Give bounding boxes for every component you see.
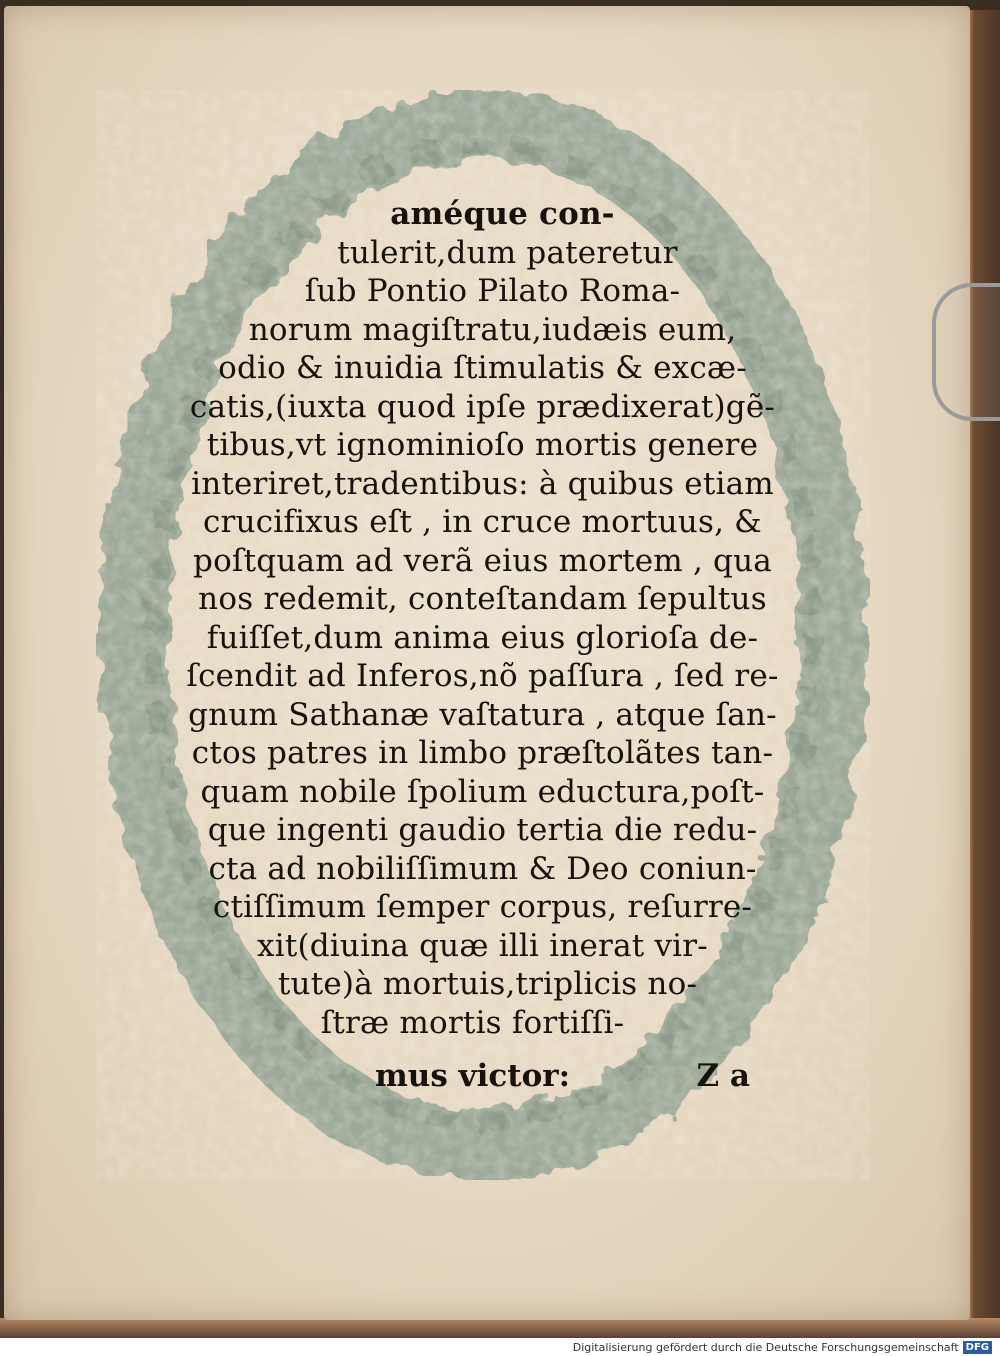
text-line-13: ſcendit ad Inferos,nõ paſſura , ſed re- [186, 658, 779, 694]
text-line-12: fuiſſet,dum anima eius glorioſa de- [206, 619, 759, 656]
text-line-5: odio & inuidia ſtimulatis & excæ- [218, 350, 747, 386]
text-line-8: interiret,tradentibus: à quibus etiam [191, 465, 774, 502]
text-line-2: tulerit,dum pateretur [337, 234, 678, 271]
text-line-10: poſtquam ad verã eius mortem , qua [193, 542, 772, 579]
text-line-22: ſtræ mortis fortiſſi- [320, 1004, 625, 1041]
digitization-footer [0, 1338, 1000, 1356]
main-text [150, 195, 815, 1042]
text-line-14: gnum Sathanæ vaſtatura , atque ſan- [188, 696, 777, 733]
text-line-6: catis,(iuxta quod ipſe prædixerat)gẽ- [189, 388, 776, 425]
text-line-9: crucifixus eſt , in cruce mortuus, & [203, 504, 762, 540]
page-clip [932, 283, 1000, 421]
text-line-1: améque con- [390, 196, 615, 232]
text-line-15: ctos patres in limbo præſtolãtes tan- [191, 735, 774, 771]
page-foot-line [375, 1058, 750, 1094]
text-line-18: cta ad nobiliſſimum & Deo coniun- [208, 850, 757, 887]
footer-credit: Digitalisierung gefördert durch die Deutsche Forschungsgemeinschaft [572, 1340, 959, 1354]
text-line-4: norum magiſtratu,iudæis eum, [248, 311, 737, 348]
text-line-11: nos redemit, conteſtandam ſepultus [198, 581, 767, 617]
text-line-21: tute)à mortuis,triplicis no- [277, 966, 698, 1002]
text-line-3: ſub Pontio Pilato Roma- [304, 273, 681, 309]
text-line-17: que ingenti gaudio tertia die redu- [207, 812, 758, 848]
text-line-7: tibus,vt ignominioſo mortis genere [206, 427, 759, 463]
signature-mark: Z a [696, 1058, 750, 1094]
book-edge-bottom [0, 1318, 1000, 1338]
text-line-19: ctiſſimum ſemper corpus, reſurre- [212, 889, 753, 925]
dfg-logo: DFG [963, 1341, 992, 1354]
text-line-20: xit(diuina quæ illi inerat vir- [257, 927, 708, 964]
catchword: mus victor: [375, 1058, 571, 1094]
text-line-16: quam nobile ſpolium eductura,poſt- [200, 773, 765, 810]
